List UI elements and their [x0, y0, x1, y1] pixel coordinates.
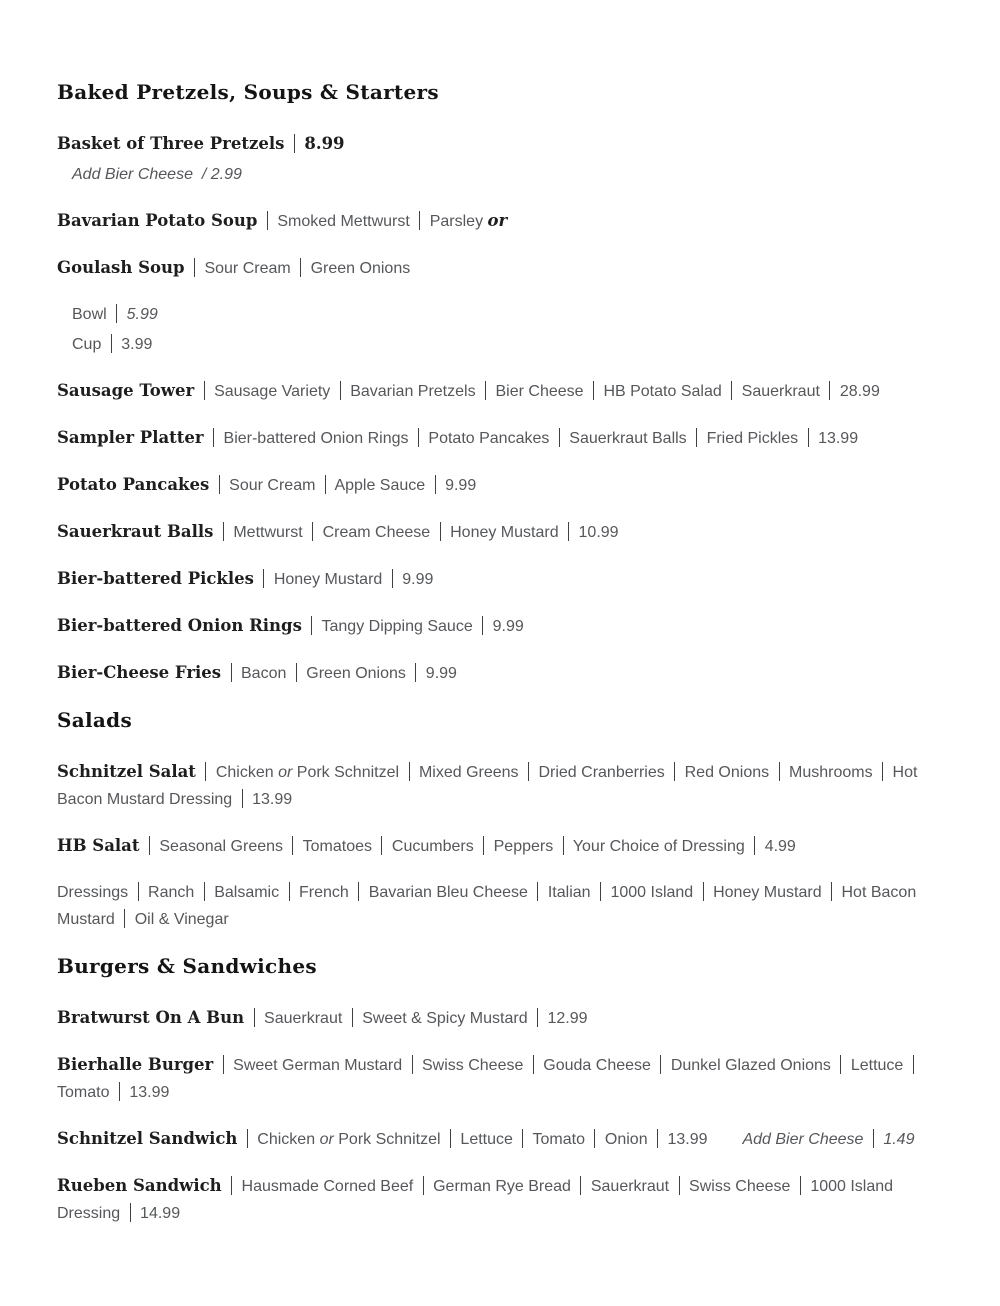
pipe-separator — [294, 134, 295, 153]
pipe-separator — [593, 381, 594, 400]
item-desc: Cream Cheese — [322, 524, 431, 541]
menu-sections-container — [57, 78, 945, 1227]
pipe-separator — [808, 428, 809, 447]
pipe-separator — [415, 663, 416, 682]
item-desc: Hausmade Corned Beef — [241, 1178, 414, 1195]
pipe-separator — [779, 762, 780, 781]
item-price: 4.99 — [764, 838, 796, 855]
item-note: or — [278, 764, 293, 781]
item-price: 3.99 — [121, 336, 153, 353]
pipe-separator — [358, 882, 359, 901]
section-title: Salads — [57, 708, 133, 732]
item-desc: Tomato — [532, 1131, 585, 1148]
pipe-separator — [116, 304, 117, 323]
menu-item-line — [57, 1004, 945, 1032]
menu-item-line — [57, 424, 945, 452]
item-desc: Dunkel Glazed Onions — [670, 1057, 831, 1074]
pipe-separator — [522, 1129, 523, 1148]
item-desc: Balsamic — [214, 884, 280, 901]
pipe-separator — [563, 836, 564, 855]
item-desc: Sauerkraut — [741, 383, 820, 400]
pipe-separator — [213, 428, 214, 447]
pipe-separator — [533, 1055, 534, 1074]
pipe-separator — [440, 522, 441, 541]
item-price: 13.99 — [252, 791, 293, 808]
item-note: Add Bier Cheese / 2.99 — [72, 166, 242, 183]
item-desc: Parsley — [429, 213, 484, 230]
item-desc: Green Onions — [310, 260, 411, 277]
pipe-separator — [300, 258, 301, 277]
item-name: Bier-battered Pickles — [57, 569, 254, 588]
item-desc: Ranch — [148, 884, 195, 901]
menu-section — [57, 78, 945, 687]
menu-item-line — [57, 377, 945, 405]
pipe-separator — [149, 836, 150, 855]
pipe-separator — [568, 522, 569, 541]
item-desc: 1000 Island — [610, 884, 694, 901]
item-desc: Hot Bacon Mustard — [57, 884, 917, 928]
menu-item-line — [57, 207, 945, 235]
pipe-separator — [600, 882, 601, 901]
pipe-separator — [679, 1176, 680, 1195]
item-desc: Bier Cheese — [495, 383, 584, 400]
item-desc: Swiss Cheese — [689, 1178, 791, 1195]
pipe-separator — [800, 1176, 801, 1195]
item-desc: Apple Sauce — [334, 477, 426, 494]
pipe-separator — [119, 1082, 120, 1101]
pipe-separator — [124, 909, 125, 928]
item-price: 9.99 — [445, 477, 477, 494]
item-desc: Sour Cream — [204, 260, 291, 277]
pipe-separator — [423, 1176, 424, 1195]
item-or: or — [487, 211, 508, 230]
menu-item-line — [57, 301, 945, 328]
item-desc: Oil & Vinegar — [134, 911, 229, 928]
item-name: Sauerkraut Balls — [57, 522, 214, 541]
item-price: 9.99 — [425, 665, 457, 682]
pipe-separator — [657, 1129, 658, 1148]
item-desc: Dried Cranberries — [538, 764, 665, 781]
pipe-separator — [296, 663, 297, 682]
item-note: or — [319, 1131, 334, 1148]
menu-item-line — [57, 254, 945, 282]
pipe-separator — [482, 616, 483, 635]
pipe-separator — [696, 428, 697, 447]
pipe-separator — [537, 882, 538, 901]
menu-section — [57, 706, 945, 933]
pipe-separator — [485, 381, 486, 400]
pipe-separator — [537, 1008, 538, 1027]
pipe-separator — [831, 882, 832, 901]
item-desc: Seasonal Greens — [159, 838, 284, 855]
pipe-separator — [254, 1008, 255, 1027]
menu-item-line — [57, 161, 945, 188]
item-name: Potato Pancakes — [57, 475, 210, 494]
item-name: Bierhalle Burger — [57, 1055, 214, 1074]
item-desc: Red Onions — [684, 764, 770, 781]
item-desc: Chicken — [215, 764, 274, 781]
pipe-separator — [528, 762, 529, 781]
item-price: 12.99 — [547, 1010, 588, 1027]
item-name: Basket of Three Pretzels — [57, 134, 285, 153]
item-name: Sampler Platter — [57, 428, 204, 447]
pipe-separator — [381, 836, 382, 855]
menu-item-line — [57, 659, 945, 687]
menu-item-line — [57, 565, 945, 593]
pipe-separator — [231, 663, 232, 682]
pipe-separator — [312, 522, 313, 541]
item-price: 8.99 — [304, 134, 345, 153]
pipe-separator — [242, 789, 243, 808]
item-desc: Lettuce — [850, 1057, 904, 1074]
item-desc: Italian — [547, 884, 591, 901]
item-desc: Gouda Cheese — [543, 1057, 651, 1074]
item-desc: Green Onions — [306, 665, 406, 682]
pipe-separator — [419, 211, 420, 230]
item-desc: Tomato — [57, 1084, 110, 1101]
item-desc: Sauerkraut — [590, 1178, 670, 1195]
item-desc: Hot Bacon Mustard Dressing — [57, 764, 918, 808]
item-desc: Fried Pickles — [706, 430, 799, 447]
pipe-separator — [130, 1203, 131, 1222]
pipe-separator — [731, 381, 732, 400]
menu-item-line — [57, 612, 945, 640]
item-desc: Chicken — [257, 1131, 316, 1148]
section-title: Burgers & Sandwiches — [57, 954, 317, 978]
pipe-separator — [559, 428, 560, 447]
pipe-separator — [840, 1055, 841, 1074]
pipe-separator — [311, 616, 312, 635]
item-desc: Honey Mustard — [713, 884, 822, 901]
item-desc: Pork Schnitzel — [296, 764, 400, 781]
item-name: Bratwurst On A Bun — [57, 1008, 245, 1027]
item-desc: Sweet & Spicy Mustard — [362, 1010, 528, 1027]
item-desc: Sweet German Mustard — [233, 1057, 403, 1074]
pipe-separator — [340, 381, 341, 400]
pipe-separator — [703, 882, 704, 901]
pipe-separator — [352, 1008, 353, 1027]
item-price: 9.99 — [492, 618, 524, 635]
item-desc: Sausage Variety — [214, 383, 331, 400]
item-desc: Mixed Greens — [418, 764, 519, 781]
item-name: Bavarian Potato Soup — [57, 211, 258, 230]
pipe-separator — [219, 475, 220, 494]
item-desc: Cup — [72, 336, 102, 353]
item-desc: Honey Mustard — [273, 571, 383, 588]
item-desc: Onion — [604, 1131, 648, 1148]
item-price: 13.99 — [667, 1131, 708, 1148]
item-desc: Tomatoes — [302, 838, 372, 855]
item-desc: Sauerkraut Balls — [569, 430, 687, 447]
item-desc: Mushrooms — [789, 764, 873, 781]
item-desc: Mettwurst — [233, 524, 303, 541]
menu-item-line — [57, 518, 945, 546]
item-desc: Potato Pancakes — [428, 430, 550, 447]
item-desc: Lettuce — [460, 1131, 513, 1148]
pipe-separator — [325, 475, 326, 494]
item-desc: HB Potato Salad — [603, 383, 722, 400]
item-name: Bier-Cheese Fries — [57, 663, 222, 682]
menu-item-line — [57, 1051, 945, 1106]
pipe-separator — [913, 1055, 914, 1074]
menu-section — [57, 952, 945, 1227]
item-price: 9.99 — [402, 571, 434, 588]
item-desc: Smoked Mettwurst — [277, 213, 410, 230]
item-desc: Bacon — [241, 665, 287, 682]
pipe-separator — [674, 762, 675, 781]
pipe-separator — [204, 381, 205, 400]
item-desc: Sauerkraut — [264, 1010, 343, 1027]
pipe-separator — [138, 882, 139, 901]
item-desc: Pork Schnitzel — [338, 1131, 441, 1148]
pipe-separator — [660, 1055, 661, 1074]
pipe-separator — [418, 428, 419, 447]
pipe-separator — [231, 1176, 232, 1195]
pipe-separator — [450, 1129, 451, 1148]
item-name: Goulash Soup — [57, 258, 185, 277]
item-desc: German Rye Bread — [433, 1178, 571, 1195]
pipe-separator — [247, 1129, 248, 1148]
menu-item-line — [57, 130, 945, 158]
pipe-separator — [483, 836, 484, 855]
menu-item-line — [57, 331, 945, 358]
item-desc: Bavarian Pretzels — [350, 383, 476, 400]
item-price: 14.99 — [140, 1205, 181, 1222]
pipe-separator — [754, 836, 755, 855]
pipe-separator — [392, 569, 393, 588]
item-name: Schnitzel Salat — [57, 762, 196, 781]
pipe-separator — [263, 569, 264, 588]
pipe-separator — [412, 1055, 413, 1074]
pipe-separator — [873, 1129, 874, 1148]
item-name: Rueben Sandwich — [57, 1176, 222, 1195]
item-price: 28.99 — [839, 383, 880, 400]
item-desc: Peppers — [493, 838, 554, 855]
item-note: 5.99 — [126, 306, 158, 323]
item-desc: French — [299, 884, 349, 901]
pipe-separator — [223, 522, 224, 541]
item-desc: 1000 Island Dressing — [57, 1178, 894, 1222]
item-price: 10.99 — [578, 524, 619, 541]
pipe-separator — [194, 258, 195, 277]
menu-item-line — [57, 1125, 945, 1153]
item-desc: Cucumbers — [391, 838, 474, 855]
item-price: 13.99 — [129, 1084, 170, 1101]
menu-item-line — [57, 1172, 945, 1227]
pipe-separator — [267, 211, 268, 230]
item-name: Sausage Tower — [57, 381, 195, 400]
item-name: Schnitzel Sandwich — [57, 1129, 238, 1148]
item-desc: Your Choice of Dressing — [572, 838, 745, 855]
item-name: Bier-battered Onion Rings — [57, 616, 302, 635]
pipe-separator — [111, 334, 112, 353]
pipe-separator — [580, 1176, 581, 1195]
pipe-separator — [829, 381, 830, 400]
item-note: Add Bier Cheese — [742, 1131, 864, 1148]
pipe-separator — [882, 762, 883, 781]
item-desc: Sour Cream — [229, 477, 316, 494]
item-name: HB Salat — [57, 836, 140, 855]
item-desc: Bier-battered Onion Rings — [223, 430, 409, 447]
pipe-separator — [204, 882, 205, 901]
item-desc: Bowl — [72, 306, 107, 323]
pipe-separator — [435, 475, 436, 494]
menu-item-line — [57, 471, 945, 499]
item-desc: Dressings — [57, 884, 129, 901]
pipe-separator — [594, 1129, 595, 1148]
pipe-separator — [289, 882, 290, 901]
item-desc: Bavarian Bleu Cheese — [368, 884, 528, 901]
menu-item-line — [57, 758, 945, 813]
item-desc: Tangy Dipping Sauce — [321, 618, 473, 635]
menu-item-line — [57, 879, 945, 933]
pipe-separator — [409, 762, 410, 781]
pipe-separator — [223, 1055, 224, 1074]
item-price: 13.99 — [818, 430, 859, 447]
section-title: Baked Pretzels, Soups & Starters — [57, 80, 439, 104]
item-desc: Swiss Cheese — [422, 1057, 524, 1074]
menu-item-line — [57, 832, 945, 860]
pipe-separator — [292, 836, 293, 855]
pipe-separator — [205, 762, 206, 781]
item-note: 1.49 — [883, 1131, 915, 1148]
item-desc: Honey Mustard — [450, 524, 559, 541]
